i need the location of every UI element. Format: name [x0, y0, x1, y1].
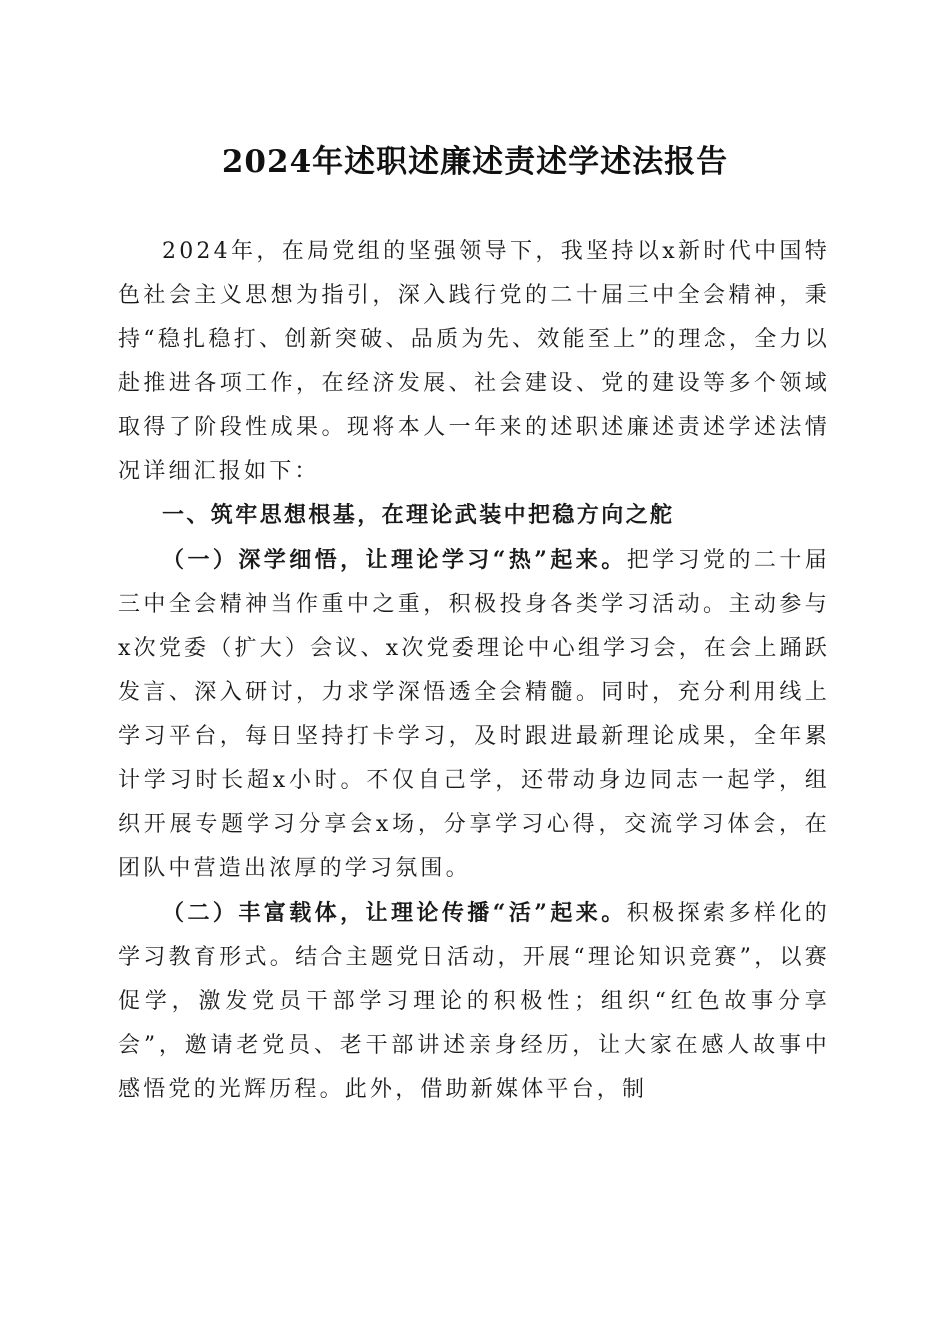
- paragraph-item-2: [118, 891, 830, 1112]
- document-title: 2024年述职述廉述责述学述法报告: [221, 144, 729, 180]
- item-2-lead: （二）丰富载体，让理论传播“活”起来。: [162, 900, 627, 926]
- item-1-lead: （一）深学细悟，让理论学习“热”起来。: [162, 547, 627, 573]
- paragraph-item-1: [118, 538, 830, 891]
- section-heading: 一、筑牢思想根基，在理论武装中把稳方向之舵: [162, 503, 675, 528]
- item-2-text: 积极探索多样化的学习教育形式。结合主题党日活动，开展“理论知识竞赛”，以赛促学，激发党员干部学习理论的积极性；组织“红色故事分享会”，邀请老党员、老干部讲述亲身经历，让大家在感人故事中感悟党的光辉历程。此外，借助新媒体平台，制: [118, 901, 830, 1102]
- intro-paragraph: 2024年，在局党组的坚强领导下，我坚持以x新时代中国特色社会主义思想为指引，深入践行党的二十届三中全会精神，秉持“稳扎稳打、创新突破、品质为先、效能至上”的理念，全力以赴推进各项工作，在经济发展、社会建设、党的建设等多个领域取得了阶段性成果。现将本人一年来的述职述廉述责述学述法情况详细汇报如下：: [118, 239, 830, 484]
- document-body: [118, 230, 830, 1112]
- item-1-text: 把学习党的二十届三中全会精神当作重中之重，积极投身各类学习活动。主动参与x次党委（扩大）会议、x次党委理论中心组学习会，在会上踊跃发言、深入研讨，力求学深悟透全会精髓。同时，充分利用线上学习平台，每日坚持打卡学习，及时跟进最新理论成果，全年累计学习时长超x小时。不仅自己学，还带动身边同志一起学，组织开展专题学习分享会x场，分享学习心得，交流学习体会，在团队中营造出浓厚的学习氛围。: [118, 548, 830, 881]
